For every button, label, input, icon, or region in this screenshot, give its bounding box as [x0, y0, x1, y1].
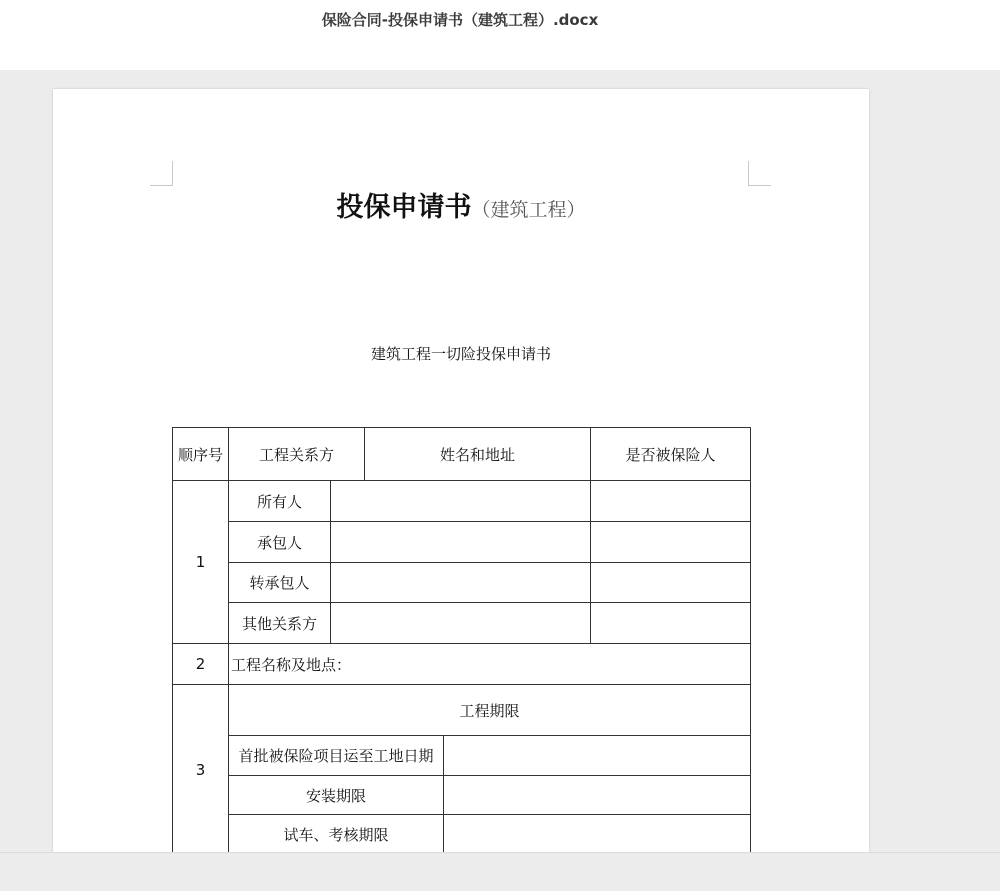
subcontractor-insured-cell[interactable] — [591, 563, 751, 603]
row3-seq: 3 — [173, 685, 229, 855]
table-row — [173, 685, 751, 736]
installation-period-cell[interactable] — [444, 776, 751, 815]
other-name-address-cell[interactable] — [331, 603, 591, 644]
party-subcontractor: 转承包人 — [229, 563, 331, 603]
project-period-heading: 工程期限 — [229, 685, 751, 736]
row2-seq: 2 — [173, 644, 229, 685]
document-filename: 保险合同-投保申请书（建筑工程）.docx — [321, 11, 599, 29]
header-insured: 是否被保险人 — [591, 428, 751, 481]
table-header-row — [173, 428, 751, 481]
party-owner: 所有人 — [229, 481, 331, 522]
header-party: 工程关系方 — [229, 428, 365, 481]
owner-name-address-cell[interactable] — [331, 481, 591, 522]
row1-seq: 1 — [173, 481, 229, 644]
project-name-location-cell[interactable]: 工程名称及地点： — [229, 644, 751, 685]
contractor-name-address-cell[interactable] — [331, 522, 591, 563]
test-run-period-cell[interactable] — [444, 815, 751, 855]
form-subheading: 建筑工程一切险投保申请书 — [370, 345, 551, 363]
document-title — [53, 185, 869, 224]
application-form-table — [172, 427, 751, 855]
table-row — [173, 776, 751, 815]
other-insured-cell[interactable] — [591, 603, 751, 644]
subcontractor-name-address-cell[interactable] — [331, 563, 591, 603]
header-name-address: 姓名和地址 — [365, 428, 591, 481]
party-other: 其他关系方 — [229, 603, 331, 644]
table-row — [173, 644, 751, 685]
contractor-insured-cell[interactable] — [591, 522, 751, 563]
table-row — [173, 563, 751, 603]
title-bar — [0, 0, 1000, 70]
table-row — [173, 603, 751, 644]
title-main: 投保申请书 — [336, 192, 472, 223]
table-row — [173, 522, 751, 563]
test-run-period-label: 试车、考核期限 — [229, 815, 444, 855]
document-page[interactable] — [53, 89, 869, 869]
installation-period-label: 安装期限 — [229, 776, 444, 815]
owner-insured-cell[interactable] — [591, 481, 751, 522]
crop-mark-top-left — [150, 161, 173, 186]
party-contractor: 承包人 — [229, 522, 331, 563]
table-row — [173, 815, 751, 855]
table-row — [173, 481, 751, 522]
status-bar — [0, 852, 1000, 891]
title-sub: （建筑工程） — [471, 199, 586, 221]
crop-mark-top-right — [748, 161, 771, 186]
header-seq: 顺序号 — [173, 428, 229, 481]
table-row — [173, 736, 751, 776]
first-delivery-date-label: 首批被保险项目运至工地日期 — [229, 736, 444, 776]
first-delivery-date-cell[interactable] — [444, 736, 751, 776]
